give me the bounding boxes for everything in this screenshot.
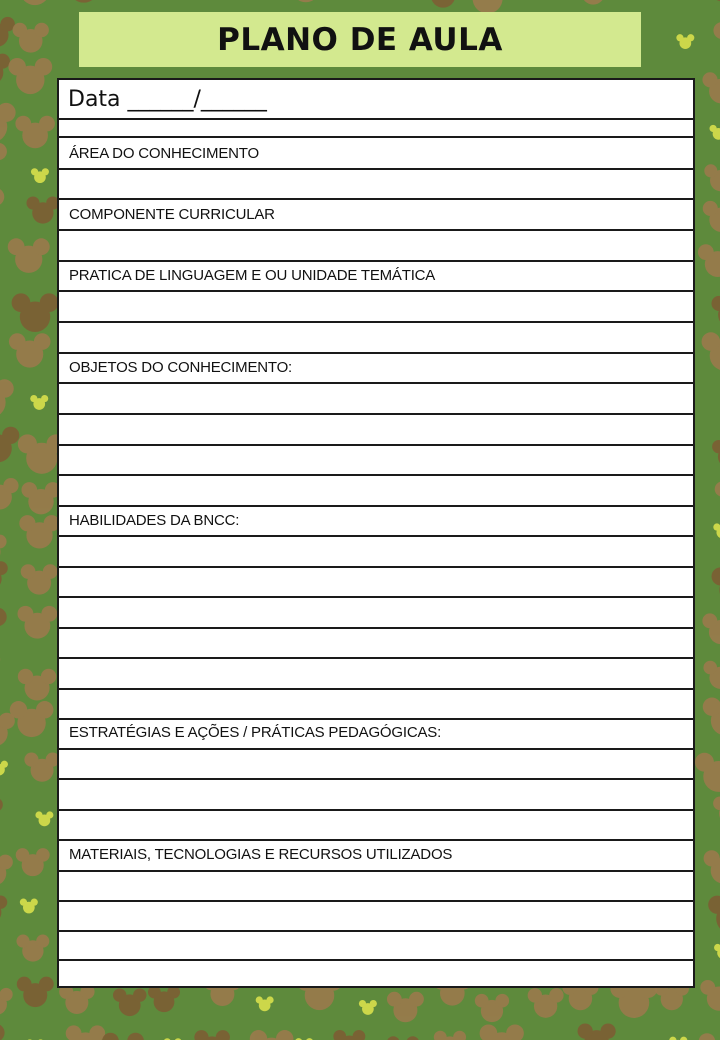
mickey-head-icon (0, 535, 7, 563)
mickey-head-icon (148, 986, 180, 1012)
mickey-head-icon (26, 196, 59, 223)
row-divider (59, 839, 693, 841)
mickey-head-icon (102, 1033, 144, 1040)
row-divider (59, 229, 693, 231)
mickey-head-icon (704, 164, 720, 191)
mickey-head-icon (0, 17, 15, 47)
mickey-head-icon (21, 482, 60, 514)
mickey-head-icon (18, 669, 56, 701)
row-divider (59, 198, 693, 200)
row-divider (59, 321, 693, 323)
mickey-head-icon (10, 701, 54, 737)
mickey-head-icon (703, 698, 720, 736)
row-divider (59, 118, 693, 120)
mickey-head-icon (480, 1024, 524, 1040)
row-divider (59, 809, 693, 811)
mickey-head-icon (13, 23, 49, 53)
mickey-head-icon (9, 333, 51, 367)
mickey-head-icon (575, 0, 611, 5)
mickey-head-icon (578, 1023, 616, 1040)
row-divider (59, 444, 693, 446)
row-divider (59, 596, 693, 598)
mickey-head-icon (8, 58, 52, 94)
mickey-head-icon (0, 379, 14, 417)
mickey-head-icon (66, 1025, 105, 1040)
row-divider (59, 748, 693, 750)
lesson-plan-form (57, 78, 695, 988)
mickey-head-icon (703, 201, 720, 232)
mickey-head-icon (0, 561, 8, 590)
mickey-head-icon (12, 0, 58, 5)
mickey-head-icon (387, 992, 424, 1022)
row-divider (59, 870, 693, 872)
row-divider (59, 535, 693, 537)
mickey-head-icon (17, 606, 57, 639)
page-title: PLANO DE AULA (217, 21, 503, 58)
mickey-head-icon (704, 850, 720, 883)
mickey-head-icon (0, 608, 7, 646)
mickey-head-icon (715, 481, 720, 512)
mickey-head-icon (194, 1030, 230, 1040)
mickey-head-icon (256, 996, 274, 1011)
row-divider (59, 959, 693, 961)
mickey-head-icon (0, 54, 10, 85)
section-label-habilidades: HABILIDADES DA BNCC: (69, 512, 240, 529)
mickey-head-icon (0, 798, 3, 827)
row-divider (59, 778, 693, 780)
mickey-head-icon (0, 896, 7, 924)
mickey-head-icon (16, 935, 49, 962)
mickey-head-icon (712, 567, 720, 604)
mickey-head-icon (16, 848, 50, 876)
date-field[interactable]: Data ______/______ (68, 87, 267, 112)
mickey-head-icon (21, 564, 58, 594)
section-label-estrategias: ESTRATÉGIAS E AÇÕES / PRÁTICAS PEDAGÓGICAS: (69, 724, 442, 741)
row-divider (59, 505, 693, 507)
mickey-head-icon (0, 1024, 5, 1040)
mickey-head-icon (475, 994, 509, 1022)
mickey-head-icon (710, 125, 720, 140)
row-divider (59, 930, 693, 932)
mickey-head-icon (711, 296, 720, 327)
mickey-head-icon (699, 1033, 720, 1040)
mickey-head-icon (30, 395, 48, 410)
mickey-head-icon (713, 22, 720, 57)
mickey-head-icon (19, 515, 59, 548)
mickey-head-icon (528, 988, 564, 1018)
row-divider (59, 474, 693, 476)
mickey-head-icon (0, 188, 4, 225)
row-divider (59, 627, 693, 629)
mickey-head-icon (713, 523, 720, 538)
row-divider (59, 352, 693, 354)
mickey-head-icon (434, 1031, 466, 1040)
mickey-head-icon (0, 988, 13, 1015)
row-divider (59, 260, 693, 262)
row-divider (59, 168, 693, 170)
mickey-head-icon (703, 0, 720, 1)
row-divider (59, 688, 693, 690)
row-divider (59, 290, 693, 292)
row-divider (59, 566, 693, 568)
section-label-componente: COMPONENTE CURRICULAR (69, 206, 275, 223)
mickey-head-icon (714, 944, 720, 959)
row-divider (59, 136, 693, 138)
mickey-head-icon (702, 332, 720, 370)
mickey-head-icon (702, 613, 720, 644)
mickey-head-icon (698, 244, 720, 277)
mickey-head-icon (359, 1000, 377, 1015)
section-label-materiais: MATERIAIS, TECNOLOGIAS E RECURSOS UTILIZADOS (69, 846, 453, 863)
mickey-head-icon (31, 168, 49, 183)
mickey-head-icon (0, 427, 19, 463)
mickey-head-icon (333, 1030, 365, 1040)
mickey-head-icon (15, 116, 55, 149)
mickey-head-icon (284, 0, 327, 2)
row-divider (59, 718, 693, 720)
mickey-head-icon (250, 1030, 294, 1040)
mickey-head-icon (676, 34, 694, 49)
mickey-head-icon (712, 440, 720, 467)
mickey-head-icon (703, 661, 720, 689)
mickey-head-icon (12, 293, 59, 332)
mickey-head-icon (702, 72, 720, 103)
mickey-head-icon (17, 977, 54, 1007)
mickey-head-icon (0, 761, 8, 776)
title-banner (79, 12, 641, 67)
mickey-head-icon (0, 0, 8, 3)
mickey-head-icon (424, 0, 462, 8)
mickey-head-icon (0, 103, 16, 142)
mickey-head-icon (387, 1036, 419, 1040)
mickey-head-icon (0, 143, 7, 179)
mickey-head-icon (0, 855, 13, 886)
mickey-head-icon (0, 713, 15, 746)
mickey-head-icon (708, 896, 720, 934)
section-label-pratica: PRATICA DE LINGUAGEM E OU UNIDADE TEMÁTICA (69, 267, 436, 284)
section-label-area: ÁREA DO CONHECIMENTO (69, 145, 259, 162)
mickey-head-icon (713, 796, 720, 824)
mickey-head-icon (59, 985, 94, 1014)
mickey-head-icon (20, 899, 38, 914)
mickey-head-icon (700, 980, 720, 1011)
mickey-head-icon (62, 0, 107, 3)
mickey-head-icon (24, 753, 59, 782)
mickey-head-icon (0, 478, 19, 510)
row-divider (59, 900, 693, 902)
mickey-head-icon (695, 753, 720, 792)
section-label-objetos: OBJETOS DO CONHECIMENTO: (69, 359, 293, 376)
mickey-head-icon (8, 238, 50, 273)
mickey-head-icon (35, 811, 53, 826)
mickey-head-icon (113, 988, 146, 1016)
row-divider (59, 657, 693, 659)
row-divider (59, 413, 693, 415)
row-divider (59, 382, 693, 384)
